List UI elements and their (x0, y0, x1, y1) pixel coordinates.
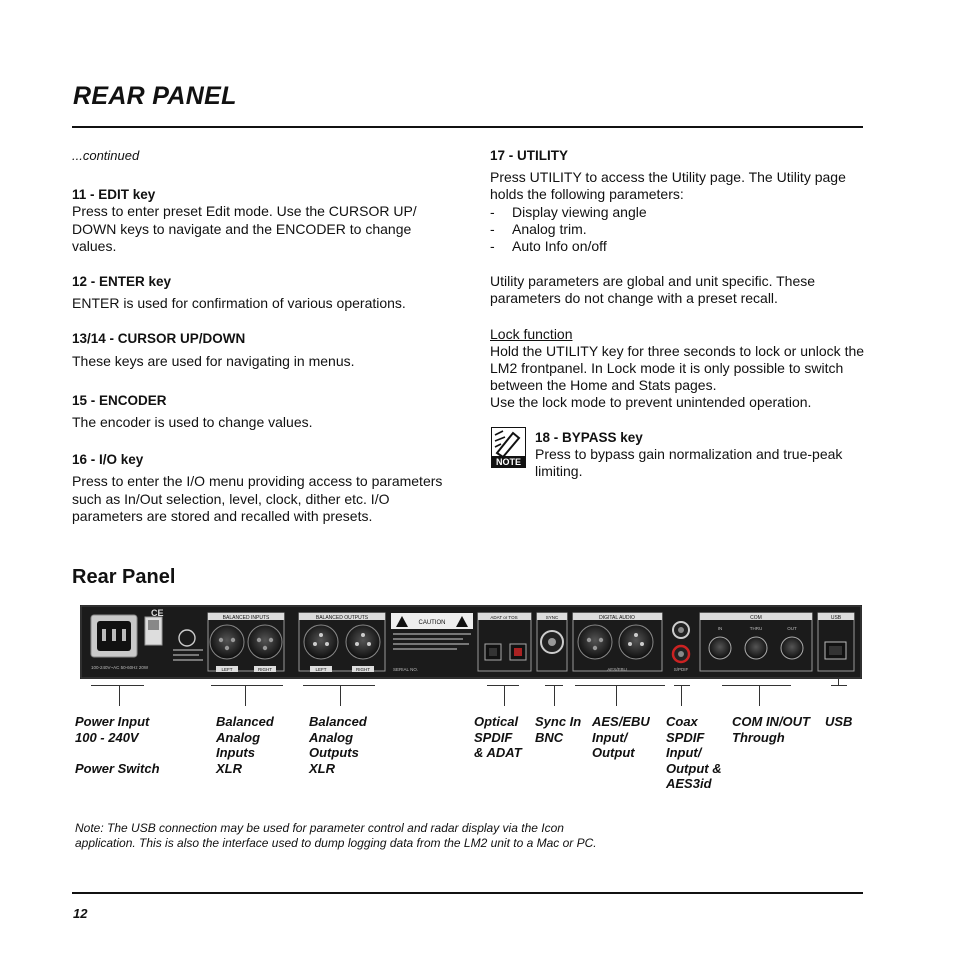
leader-line (831, 685, 847, 686)
svg-text:IN: IN (717, 626, 723, 631)
left-column (72, 147, 444, 525)
power-switch (145, 617, 162, 645)
leader-line (674, 685, 690, 686)
svg-text:DIGITAL AUDIO: DIGITAL AUDIO (599, 615, 635, 621)
item-heading: 11 - EDIT key (72, 187, 156, 203)
svg-text:CE: CE (151, 608, 164, 618)
item-heading: 15 - ENCODER (72, 392, 167, 408)
svg-text:AES/EBU: AES/EBU (607, 667, 627, 672)
bottom-rule (72, 892, 863, 894)
leader-line (554, 685, 555, 706)
leader-line (303, 685, 375, 686)
item-body: These keys are used for navigating in menus. (72, 352, 355, 369)
device-rear-panel (80, 605, 862, 679)
leader-line (681, 685, 682, 706)
bypass-body: Press to bypass gain normalization and true-peak limiting. (535, 446, 843, 480)
svg-text:OUT: OUT (787, 626, 797, 631)
note-badge-text: NOTE (495, 457, 522, 467)
leader-line (575, 685, 665, 686)
leader-line (759, 685, 760, 706)
voltage-text: 100-240V~AC 50-60Hz 20W (91, 665, 149, 670)
item-body: Press to enter preset Edit mode. Use the CURSOR UP/ DOWN keys to navigate and the ENCODER to change values. (72, 203, 417, 254)
svg-text:RIGHT: RIGHT (258, 667, 272, 672)
label-com: COM IN/OUT Through (732, 714, 810, 745)
svg-text:SERIAL NO.: SERIAL NO. (393, 667, 419, 672)
label-balanced-inputs: Balanced Analog Inputs XLR (216, 714, 274, 776)
lock-body: Hold the UTILITY key for three seconds to lock or unlock the LM2 frontpanel. In Lock mode it is only possible to switch between the Home and Stats pages. (490, 342, 865, 394)
label-coax: Coax SPDIF Input/ Output & AES3id (666, 714, 722, 791)
svg-text:ADAT or TOS: ADAT or TOS (490, 615, 518, 620)
leader-line (211, 685, 283, 686)
item-heading: 16 - I/O key (72, 452, 144, 468)
item-heading: 12 - ENTER key (72, 274, 172, 290)
svg-text:BALANCED OUTPUTS: BALANCED OUTPUTS (315, 615, 369, 621)
top-rule (72, 126, 863, 128)
leader-line (340, 685, 341, 706)
label-optical: Optical SPDIF & ADAT (474, 714, 522, 760)
svg-text:USB: USB (830, 615, 842, 621)
svg-text:SYNC: SYNC (545, 615, 559, 620)
label-usb: USB (825, 714, 853, 729)
utility-heading: 17 - UTILITY (490, 148, 569, 163)
svg-text:THRU: THRU (749, 626, 763, 631)
leader-line (616, 685, 617, 706)
item-heading: 13/14 - CURSOR UP/DOWN (72, 331, 246, 347)
power-inlet (91, 615, 137, 657)
lock-heading: Lock function (490, 325, 573, 342)
right-column (490, 147, 865, 412)
list-item: - Auto Info on/off (490, 238, 607, 255)
svg-text:LEFT: LEFT (315, 667, 327, 672)
item-body: Press to enter the I/O menu providing access to parameters such as In/Out selection, level, clock, dither etc. I/O parameters are stored and recalled with presets. (72, 473, 443, 524)
rear-panel-heading: Rear Panel (72, 566, 176, 588)
leader-line (504, 685, 505, 706)
item-body: ENTER is used for confirmation of various operations. (72, 295, 406, 312)
list-item: - Analog trim. (490, 220, 587, 237)
label-sync-in: Sync In BNC (535, 714, 582, 745)
continued-text: ...continued (72, 148, 140, 163)
svg-text:COM: COM (750, 615, 762, 621)
leader-line (91, 685, 144, 686)
page-title: REAR PANEL (73, 82, 237, 110)
label-balanced-outputs: Balanced Analog Outputs XLR (309, 714, 367, 776)
svg-text:CAUTION: CAUTION (418, 620, 446, 626)
svg-text:RIGHT: RIGHT (356, 667, 370, 672)
bypass-heading: 18 - BYPASS key (535, 430, 643, 445)
leader-line (245, 685, 246, 706)
list-item: - Display viewing angle (490, 203, 647, 220)
leader-line (838, 678, 839, 686)
page-number: 12 (73, 906, 88, 921)
leader-line (487, 685, 519, 686)
item-body: The encoder is used to change values. (72, 414, 313, 431)
lock-body-2: Use the lock mode to prevent unintended operation. (490, 394, 812, 411)
note-icon (491, 427, 526, 468)
utility-paragraph: Utility parameters are global and unit specific. These parameters do not change with a preset recall. (490, 273, 816, 307)
label-power: Power Input 100 - 240V Power Switch (75, 714, 160, 776)
bypass-block (535, 429, 865, 481)
svg-text:BALANCED INPUTS: BALANCED INPUTS (222, 615, 270, 621)
svg-text:S/PDIF: S/PDIF (673, 667, 689, 672)
svg-text:LEFT: LEFT (221, 667, 233, 672)
label-aes-ebu: AES/EBU Input/ Output (592, 714, 650, 760)
utility-intro: Press UTILITY to access the Utility page. The Utility page holds the following parameters: (490, 169, 846, 203)
leader-line (722, 685, 791, 686)
leader-line (119, 685, 120, 706)
usb-note: Note: The USB connection may be used for parameter control and radar display via the Icon application. This is also the interface used to dump logging data from the LM2 unit to a Mac or PC. (75, 821, 597, 851)
